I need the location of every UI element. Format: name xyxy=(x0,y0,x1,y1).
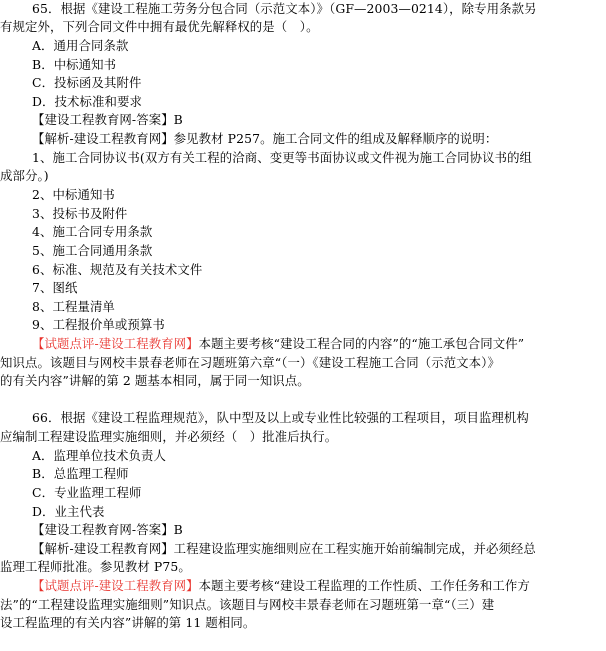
q65-option-a: A．通用合同条款 xyxy=(32,38,129,53)
q66-comment-line2: 法”的“工程建设监理实施细则”知识点。该题目与网校丰景春老师在习题班第一章“（三）建 xyxy=(0,597,495,612)
q65-list-item: 6、标准、规范及有关技术文件 xyxy=(32,262,203,277)
q65-comment-tag: 【试题点评-建设工程教育网】 xyxy=(32,336,199,351)
q66-comment-line3: 设工程监理的有关内容”讲解的第 11 题相同。 xyxy=(0,615,256,630)
q65-list-item: 4、施工合同专用条款 xyxy=(32,224,153,239)
q65-analysis-line1: 【解析-建设工程教育网】参见教材 P257。施工合同文件的组成及解释顺序的说明： xyxy=(32,131,498,146)
q66-comment-line1 xyxy=(32,577,530,595)
q65-list-item: 8、工程量清单 xyxy=(32,299,115,314)
q66-answer: 【建设工程教育网-答案】B xyxy=(32,522,183,537)
q65-comment-line3: 的有关内容”讲解的第 2 题基本相同，属于同一知识点。 xyxy=(0,373,310,388)
q65-analysis-line3: 成部分。) xyxy=(0,168,49,183)
q65-list-item: 5、施工合同通用条款 xyxy=(32,243,153,258)
q65-answer: 【建设工程教育网-答案】B xyxy=(32,112,183,127)
q65-option-b: B．中标通知书 xyxy=(32,57,117,72)
q65-list-item: 9、工程报价单或预算书 xyxy=(32,317,165,332)
q66-option-a: A．监理单位技术负责人 xyxy=(32,448,166,463)
q66-stem-line1: 66．根据《建设工程监理规范》，队中型及以上或专业性比较强的工程项目，项目监理机构 xyxy=(32,410,529,425)
q65-list-item: 3、投标书及附件 xyxy=(32,206,128,221)
q66-option-b: B．总监理工程师 xyxy=(32,466,129,481)
q65-list-item: 2、中标通知书 xyxy=(32,187,115,202)
q66-option-c: C．专业监理工程师 xyxy=(32,485,142,500)
q66-comment-text: 本题主要考核“建设工程监理的工作性质、工作任务和工作方 xyxy=(198,578,530,593)
q66-analysis-line1: 【解析-建设工程教育网】工程建设监理实施细则应在工程实施开始前编制完成，并必须经总 xyxy=(32,541,536,556)
q65-analysis-line2: 1、施工合同协议书(双方有关工程的洽商、变更等书面协议或文件视为施工合同协议书的组 xyxy=(32,150,533,165)
q66-analysis-line2: 监理工程师批准。参见教材 P75。 xyxy=(0,559,191,574)
q65-list-item: 7、图纸 xyxy=(32,280,78,295)
q65-stem-line2: 有规定外，下列合同文件中拥有最优先解释权的是（ ）。 xyxy=(0,19,319,34)
q66-option-d: D．业主代表 xyxy=(32,504,105,519)
q65-option-c: C．投标函及其附件 xyxy=(32,75,142,90)
q65-comment-line2: 知识点。该题目与网校丰景春老师在习题班第六章“（一）《建设工程施工合同（示范文本）》 xyxy=(0,355,500,370)
q66-comment-tag: 【试题点评-建设工程教育网】 xyxy=(32,578,199,593)
q65-option-d: D．技术标准和要求 xyxy=(32,94,142,109)
q65-stem-line1: 65．根据《建设工程施工劳务分包合同（示范文本）》（GF—2003—0214），除专用条款另 xyxy=(32,1,537,16)
q65-comment-text: 本题主要考核“建设工程合同的内容”的“施工承包合同文件” xyxy=(198,336,525,351)
q65-comment-line1 xyxy=(32,335,524,353)
q66-stem-line2: 应编制工程建设监理实施细则，并必须经（ ）批准后执行。 xyxy=(0,429,338,444)
